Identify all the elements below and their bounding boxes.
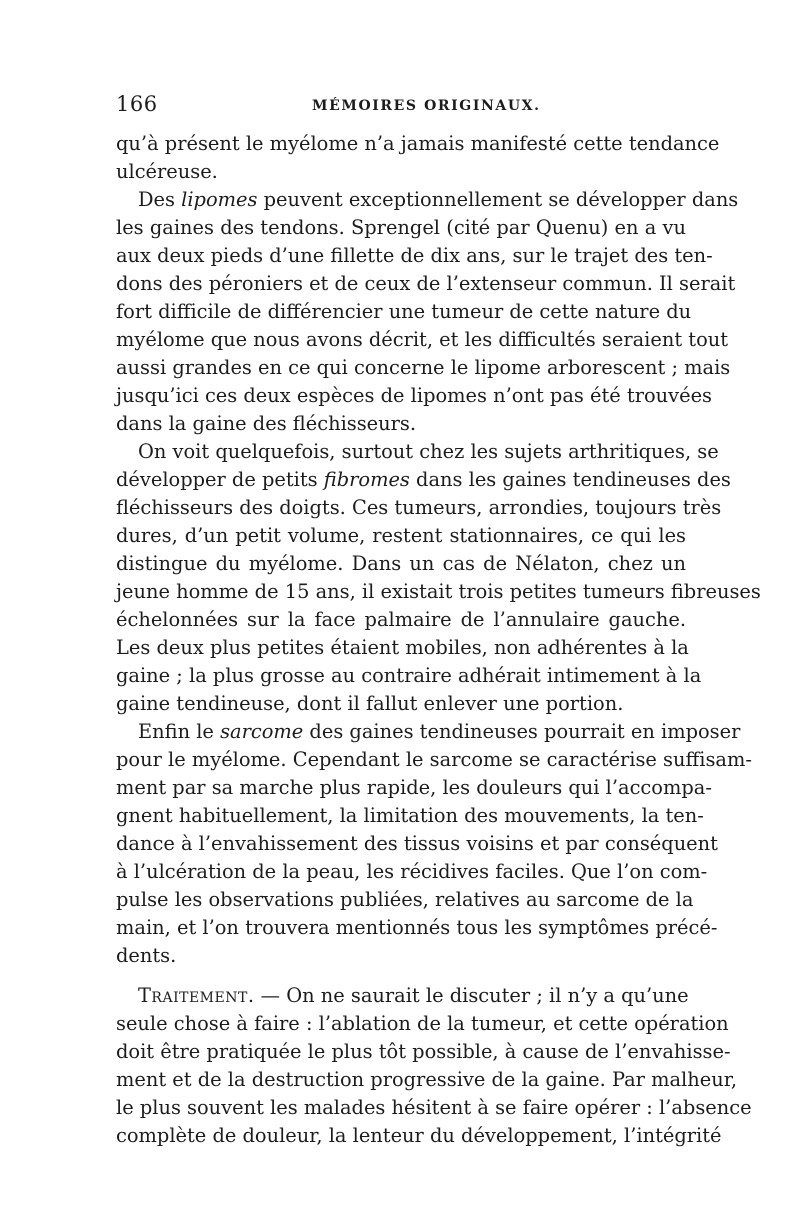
text-line: ment et de la destruction progressive de la gaine. Par malheur, — [116, 1068, 738, 1091]
italic-term: sarcome — [220, 720, 304, 743]
text-line: distingue du myélome. Dans un cas de Nélaton, chez un — [116, 552, 686, 575]
text-line: développer de petits fibromes dans les gaines tendineuses des — [116, 468, 731, 491]
text-line: gaine ; la plus grosse au contraire adhérait intimement à la — [116, 664, 702, 687]
text-line: gnent habituellement, la limitation des mouvements, la ten- — [116, 804, 704, 827]
text-line: fort difficile de différencier une tumeur de cette nature du — [116, 300, 692, 323]
text-line: le plus souvent les malades hésitent à se faire opérer : l’absence — [116, 1096, 752, 1119]
text-line: Traitement. — On ne saurait le discuter ; il n’y a qu’une — [138, 984, 689, 1007]
text-line: à l’ulcération de la peau, les récidives faciles. Que l’on com- — [116, 860, 708, 883]
text-line: jusqu’ici ces deux espèces de lipomes n’ont pas été trouvées — [116, 384, 712, 407]
text-line: Des lipomes peuvent exceptionnellement se développer dans — [138, 188, 739, 211]
text-line: les gaines des tendons. Sprengel (cité par Quenu) en a vu — [116, 216, 686, 239]
italic-term: fibromes — [323, 468, 410, 491]
text-line: Les deux plus petites étaient mobiles, non adhérentes à la — [116, 636, 689, 659]
text-line: échelonnées sur la face palmaire de l’annulaire gauche. — [116, 608, 686, 631]
text-line: dents. — [116, 944, 177, 967]
text-line: seule chose à faire : l’ablation de la tumeur, et cette opération — [116, 1012, 729, 1035]
text-line: pulse les observations publiées, relatives au sarcome de la — [116, 888, 694, 911]
text-line: dons des péroniers et de ceux de l’extenseur commun. Il serait — [116, 272, 736, 295]
section-heading: Traitement. — [138, 984, 255, 1007]
text-line: pour le myélome. Cependant le sarcome se caractérise suffisam- — [116, 748, 752, 771]
text-line: Enfin le sarcome des gaines tendineuses pourrait en imposer — [138, 720, 741, 743]
text-line: qu’à présent le myélome n’a jamais manifesté cette tendance — [116, 132, 720, 155]
text-line: complète de douleur, la lenteur du développement, l’intégrité — [116, 1124, 722, 1147]
text-line: ulcéreuse. — [116, 160, 218, 183]
page-header — [116, 92, 686, 124]
text-line: dures, d’un petit volume, restent stationnaires, ce qui les — [116, 524, 686, 547]
page-number: 166 — [116, 92, 158, 116]
text-line: fléchisseurs des doigts. Ces tumeurs, arrondies, toujours très — [116, 496, 722, 519]
text-line: gaine tendineuse, dont il fallut enlever une portion. — [116, 692, 624, 715]
text-line: jeune homme de 15 ans, il existait trois petites tumeurs fibreuses — [116, 580, 761, 603]
text-line: aussi grandes en ce qui concerne le lipome arborescent ; mais — [116, 356, 731, 379]
text-line: On voit quelquefois, surtout chez les sujets arthritiques, se — [138, 440, 719, 463]
text-line: aux deux pieds d’une fillette de dix ans, sur le trajet des ten- — [116, 244, 713, 267]
text-line: myélome que nous avons décrit, et les difficultés seraient tout — [116, 328, 729, 351]
text-line: main, et l’on trouvera mentionnés tous les symptômes précé- — [116, 916, 718, 939]
body-text — [116, 130, 761, 1150]
italic-term: lipomes — [181, 188, 258, 211]
text-line: ment par sa marche plus rapide, les douleurs qui l’accompa- — [116, 776, 712, 799]
text-line: dance à l’envahissement des tissus voisins et par conséquent — [116, 832, 718, 855]
running-title: MÉMOIRES ORIGINAUX. — [312, 98, 541, 114]
text-line: dans la gaine des fléchisseurs. — [116, 412, 417, 435]
text-line: doit être pratiquée le plus tôt possible, à cause de l’envahisse- — [116, 1040, 731, 1063]
